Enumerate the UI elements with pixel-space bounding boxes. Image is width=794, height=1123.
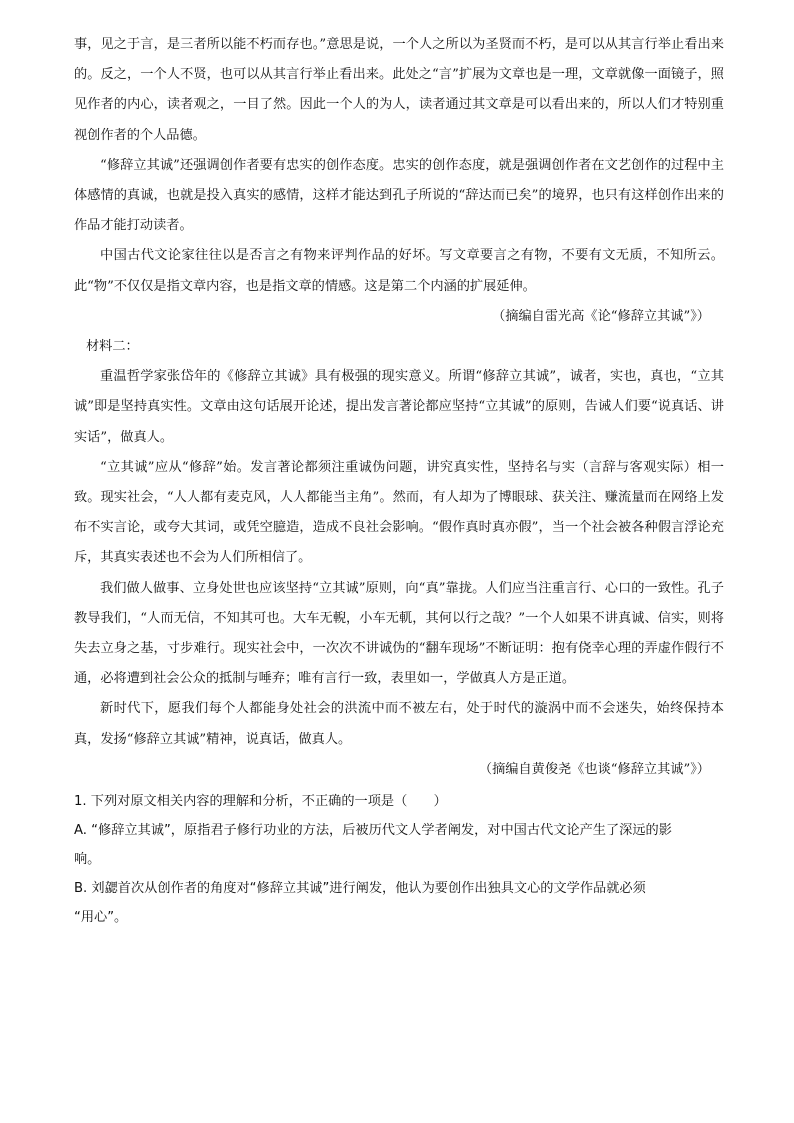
material-one bbox=[74, 30, 724, 332]
material-two-paragraph: 重温哲学家张岱年的《修辞立其诚》具有极强的现实意义。所谓“修辞立其诚”，诚者，实也，真也，“立其诚”即是坚持真实性。文章由这句话展开论述，提出发言著论都应坚持“立其诚”的原则，告诫人们要“说真话、讲实话”，做真人。 bbox=[74, 369, 724, 445]
option-a-line2: 响。 bbox=[74, 852, 101, 868]
question-stem: 1. 下列对原文相关内容的理解和分析，不正确的一项是（ ） bbox=[74, 794, 447, 810]
option-a-line1: A. “修辞立其诚”，原指君子修行功业的方法，后被历代文人学者阐发，对中国古代文论产生了深远的影 bbox=[74, 823, 672, 839]
material-two-source: （摘编自黄俊尧《也谈“修辞立其诚”》） bbox=[478, 761, 710, 777]
material-one-source: （摘编自雷光高《论“修辞立其诚”》） bbox=[492, 308, 710, 324]
option-b-line1: B. 刘勰首次从创作者的角度对“修辞立其诚”进行阐发，他认为要创作出独具文心的文学作品就必须 bbox=[74, 881, 646, 897]
material-one-paragraph: 中国古代文论家往往以是否言之有物来评判作品的好坏。写文章要言之有物，不要有文无质，不知所云。此“物”不仅仅是指文章内容，也是指文章的情感。这是第二个内涵的扩展延伸。 bbox=[74, 248, 724, 294]
option-a bbox=[74, 816, 724, 874]
option-b-line2: “用心”。 bbox=[74, 910, 128, 926]
question-1 bbox=[74, 787, 724, 932]
material-two-paragraph: 新时代下，愿我们每个人都能身处社会的洪流中而不被左右，处于时代的漩涡中而不会迷失，始终保持本真，发扬“修辞立其诚”精神，说真话，做真人。 bbox=[74, 701, 724, 747]
material-one-paragraph: 事，见之于言，是三者所以能不朽而存也。”意思是说，一个人之所以为圣贤而不朽，是可以从其言行举止看出来的。反之，一个人不贤，也可以从其言行举止看出来。此处之“言”扩展为文章也是一理，文章就像一面镜子，照见作者的内心，读者观之，一目了然。因此一个人的为人，读者通过其文章是可以看出来的，所以人们才特别重视创作者的个人品德。 bbox=[74, 37, 724, 143]
material-two-label: 材料二： bbox=[86, 339, 139, 355]
material-two-paragraph: “立其诚”应从“修辞”始。发言著论都须注重诚伪问题，讲究真实性，坚持名与实（言辞与客观实际）相一致。现实社会，“人人都有麦克风，人人都能当主角”。然而，有人却为了博眼球、获关注、赚流量而在网络上发布不实言论，或夸大其词，或凭空臆造，造成不良社会影响。“假作真时真亦假”，当一个社会被各种假言浮论充斥，其真实表述也不会为人们所相信了。 bbox=[74, 459, 724, 566]
material-two-paragraph: 我们做人做事、立身处世也应该坚持“立其诚”原则，向“真”靠拢。人们应当注重言行、心口的一致性。孔子教导我们，“人而无信，不知其可也。大车无輗，小车无軏，其何以行之哉？”一个人如果不讲真诚、信实，则将失去立身之基，寸步难行。现实社会中，一次次不讲诚伪的“翻车现场”不断证明：抱有侥幸心理的弄虚作假行不通，必将遭到社会公众的抵制与唾弃；唯有言行一致，表里如一，学做真人方是正道。 bbox=[74, 580, 724, 687]
exam-page bbox=[74, 30, 724, 932]
material-two bbox=[74, 332, 724, 785]
material-one-paragraph: “修辞立其诚”还强调创作者要有忠实的创作态度。忠实的创作态度，就是强调创作者在文艺创作的过程中主体感情的真诚，也就是投入真实的感情，这样才能达到孔子所说的“辞达而已矣”的境界，也只有这样创作出来的作品才能打动读者。 bbox=[74, 157, 724, 234]
option-b bbox=[74, 874, 724, 932]
